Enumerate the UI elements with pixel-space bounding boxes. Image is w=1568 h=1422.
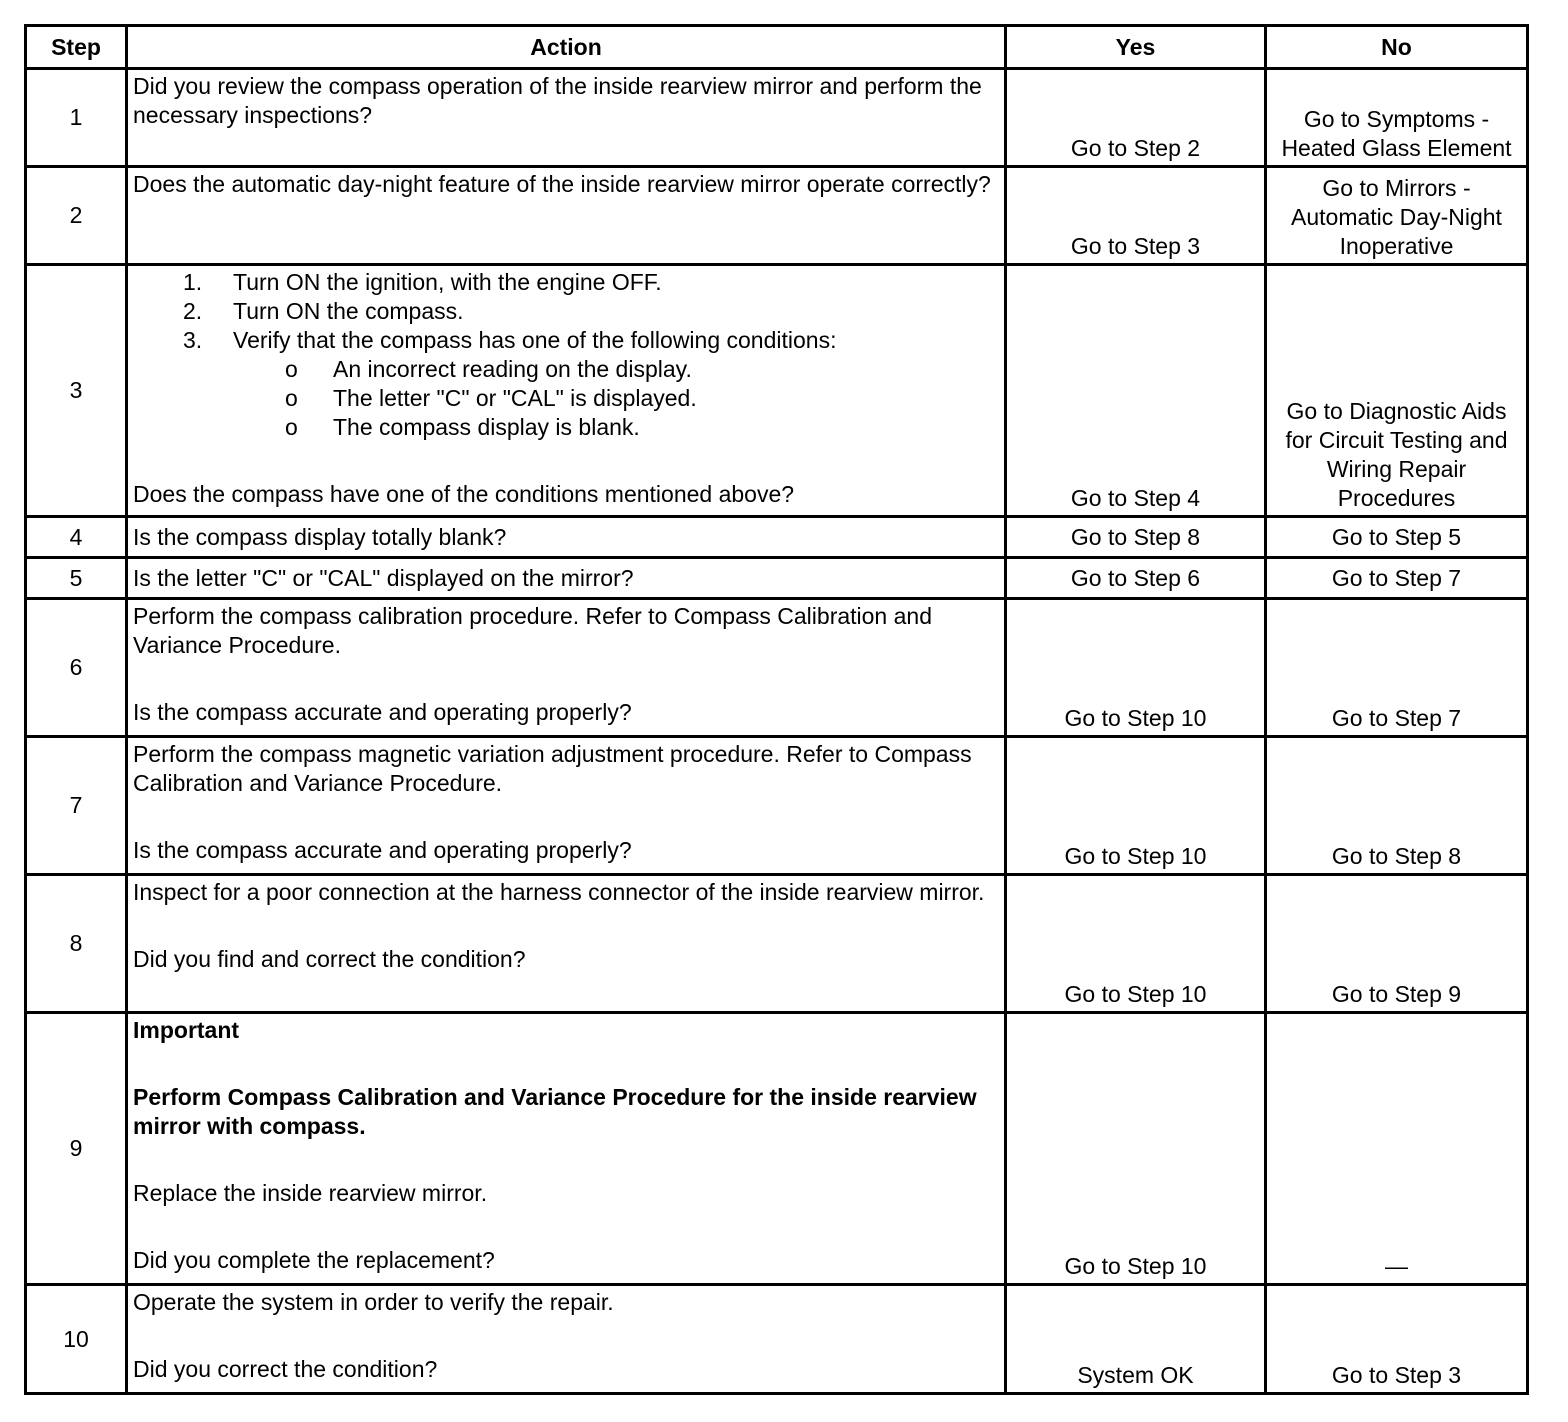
yes-result: Go to Step 10 — [1006, 875, 1266, 1013]
step-number: 8 — [26, 875, 127, 1013]
no-result: Go to Step 7 — [1266, 558, 1528, 599]
no-result: Go to Step 7 — [1266, 599, 1528, 737]
step-number: 7 — [26, 737, 127, 875]
substep-text: Turn ON the ignition, with the engine OFF. — [233, 269, 662, 295]
question-text: Did you correct the condition? — [133, 1356, 438, 1382]
substep-list — [133, 268, 999, 355]
table-row — [26, 167, 1528, 265]
action-cell — [127, 1285, 1006, 1394]
no-result: Go to Diagnostic Aids for Circuit Testing and Wiring Repair Procedures — [1266, 265, 1528, 517]
question-text: Is the compass accurate and operating properly? — [133, 837, 632, 863]
substep-number: 2. — [183, 298, 203, 324]
condition-text: The compass display is blank. — [333, 414, 640, 440]
no-result: Go to Mirrors - Automatic Day-Night Inoperative — [1266, 167, 1528, 265]
step-number: 6 — [26, 599, 127, 737]
step-number: 3 — [26, 265, 127, 517]
table-row — [26, 558, 1528, 599]
table-row — [26, 265, 1528, 517]
yes-result: Go to Step 6 — [1006, 558, 1266, 599]
header-yes: Yes — [1006, 26, 1266, 69]
no-result: Go to Symptoms - Heated Glass Element — [1266, 69, 1528, 167]
yes-result: System OK — [1006, 1285, 1266, 1394]
action-cell — [127, 737, 1006, 875]
step-number: 2 — [26, 167, 127, 265]
substep-number: 3. — [183, 327, 203, 353]
substep-item — [133, 297, 999, 326]
action-text: Perform the compass magnetic variation adjustment procedure. Refer to Compass Calibration and Variance Procedure. — [133, 741, 972, 796]
no-result: Go to Step 5 — [1266, 517, 1528, 558]
yes-result: Go to Step 4 — [1006, 265, 1266, 517]
header-no: No — [1266, 26, 1528, 69]
substep-item — [133, 326, 999, 355]
no-result: Go to Step 8 — [1266, 737, 1528, 875]
action-text: Is the compass display totally blank? — [127, 517, 1006, 558]
action-text: Operate the system in order to verify the repair. — [133, 1289, 614, 1315]
step-number: 9 — [26, 1013, 127, 1285]
step-number: 10 — [26, 1285, 127, 1394]
no-result: Go to Step 3 — [1266, 1285, 1528, 1394]
action-cell — [127, 1013, 1006, 1285]
action-text: Replace the inside rearview mirror. — [133, 1180, 488, 1206]
substep-text: Verify that the compass has one of the following conditions: — [233, 327, 837, 353]
bullet-icon: o — [285, 414, 298, 440]
condition-text: An incorrect reading on the display. — [333, 356, 692, 382]
action-text: Did you review the compass operation of the inside rearview mirror and perform the necessary inspections? — [127, 69, 1006, 167]
table-row — [26, 875, 1528, 1013]
question-text: Is the compass accurate and operating properly? — [133, 699, 632, 725]
action-cell — [127, 599, 1006, 737]
step-number: 4 — [26, 517, 127, 558]
yes-result: Go to Step 3 — [1006, 167, 1266, 265]
header-row — [26, 26, 1528, 69]
header-action: Action — [127, 26, 1006, 69]
diagnostic-table — [24, 24, 1529, 1395]
question-text: Did you find and correct the condition? — [133, 946, 526, 972]
bullet-icon: o — [285, 385, 298, 411]
condition-item — [133, 355, 999, 384]
table-row — [26, 599, 1528, 737]
action-text: Inspect for a poor connection at the harness connector of the inside rearview mirror. — [133, 879, 985, 905]
action-cell — [127, 875, 1006, 1013]
action-text: Does the automatic day-night feature of the inside rearview mirror operate correctly? — [127, 167, 1006, 265]
no-result: Go to Step 9 — [1266, 875, 1528, 1013]
header-step: Step — [26, 26, 127, 69]
yes-result: Go to Step 2 — [1006, 69, 1266, 167]
table-row — [26, 737, 1528, 875]
table-row — [26, 69, 1528, 167]
no-result: — — [1266, 1013, 1528, 1285]
table-row — [26, 1285, 1528, 1394]
condition-list — [133, 355, 999, 442]
substep-number: 1. — [183, 269, 203, 295]
bullet-icon: o — [285, 356, 298, 382]
action-cell — [127, 265, 1006, 517]
substep-text: Turn ON the compass. — [233, 298, 464, 324]
step-number: 1 — [26, 69, 127, 167]
action-text: Is the letter "C" or "CAL" displayed on the mirror? — [127, 558, 1006, 599]
condition-item — [133, 384, 999, 413]
important-label: Important — [133, 1017, 240, 1043]
question-text: Did you complete the replacement? — [133, 1247, 495, 1273]
yes-result: Go to Step 10 — [1006, 1013, 1266, 1285]
substep-item — [133, 268, 999, 297]
question-text: Does the compass have one of the conditions mentioned above? — [133, 481, 795, 507]
condition-item — [133, 413, 999, 442]
yes-result: Go to Step 8 — [1006, 517, 1266, 558]
important-text: Perform Compass Calibration and Variance Procedure for the inside rearview mirror with compass. — [133, 1084, 977, 1139]
step-number: 5 — [26, 558, 127, 599]
table-row — [26, 517, 1528, 558]
table-row — [26, 1013, 1528, 1285]
action-text: Perform the compass calibration procedure. Refer to Compass Calibration and Variance Procedure. — [133, 603, 932, 658]
yes-result: Go to Step 10 — [1006, 599, 1266, 737]
yes-result: Go to Step 10 — [1006, 737, 1266, 875]
condition-text: The letter "C" or "CAL" is displayed. — [333, 385, 697, 411]
